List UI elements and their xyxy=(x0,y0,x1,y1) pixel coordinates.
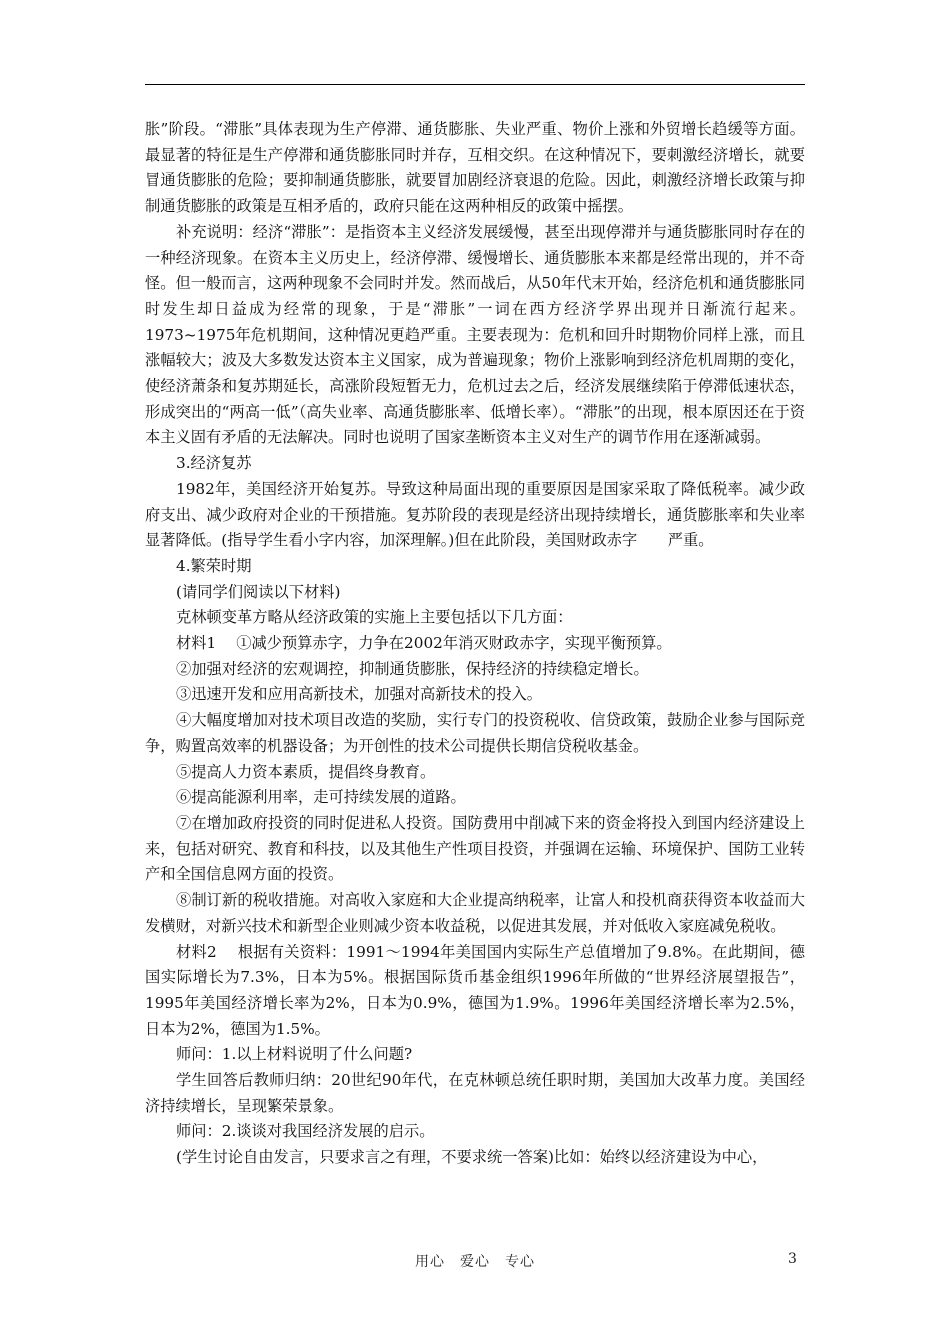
material-item: ②加强对经济的宏观调控，抑制通货膨胀，保持经济的持续稳定增长。 xyxy=(176,659,649,678)
section-heading: 4.繁荣时期 xyxy=(176,556,252,575)
paragraph: 学生回答后教师归纳：20世纪90年代，在克林顿总统任职时期，美国加大改革力度。美国经济持续增长，呈现繁荣景象。 xyxy=(145,1071,805,1115)
question: 师问：2.谈谈对我国经济发展的启示。 xyxy=(176,1122,435,1141)
material-item: ⑧制订新的税收措施。对高收入家庭和大企业提高纳税率，让富人和投机商获得资本收益而大发横财，对新兴技术和新型企业则减少资本收益税，以促进其发展，并对低收入家庭减免税收。 xyxy=(145,891,805,935)
paragraph: (学生讨论自由发言，只要求言之有理，不要求统一答案)比如：始终以经济建设为中心， xyxy=(176,1148,768,1167)
material-item: ⑤提高人力资本素质，提倡终身教育。 xyxy=(176,762,436,781)
paragraph: 补充说明：经济“滞胀”：是指资本主义经济发展缓慢，甚至出现停滞并与通货膨胀同时存在的一种经济现象。在资本主义历史上，经济停滞、缓慢增长、通货膨胀本来都是经常出现的，并不奇怪。但一般而言，这两种现象不会同时并发。然而战后，从50年代末开始，经济危机和通货膨胀同时发生却日益成为经常的现象，于是“滞胀”一词在西方经济学界出现并日渐流行起来。1973~1975年危机期间，这种情况更趋严重。主要表现为：危机和回升时期物价同样上涨，而且涨幅较大；波及大多数发达资本主义国家，成为普遍现象；物价上涨影响到经济危机周期的变化，使经济萧条和复苏期延长，高涨阶段短暂无力，危机过去之后，经济发展继续陷于停滞低速状态，形成突出的“两高一低”（高失业率、高通货膨胀率、低增长率）。“滞胀”的出现，根本原因还在于资本主义固有矛盾的无法解决。同时也说明了国家垄断资本主义对生产的调节作用在逐渐减弱。 xyxy=(145,222,805,447)
material-item: ⑥提高能源利用率，走可持续发展的道路。 xyxy=(176,788,466,807)
paragraph: 胀”阶段。“滞胀”具体表现为生产停滞、通货膨胀、失业严重、物价上涨和外贸增长趋缓等方面。最显著的特征是生产停滞和通货膨胀同时并存，互相交织。在这种情况下，要刺激经济增长，就要冒通货膨胀的危险；要抑制通货膨胀，就要冒加剧经济衰退的危险。因此，刺激经济增长政策与抑制通货膨胀的政策是互相矛盾的，政府只能在这两种相反的政策中摇摆。 xyxy=(145,120,805,216)
page-footer: 用心 爱心 专心 xyxy=(415,1254,535,1270)
paragraph: 材料2 根据有关资料：1991～1994年美国国内实际生产总值增加了9.8%。在此期间，德国实际增长为7.3%，日本为5%。根据国际货币基金组织1996年所做的“世界经济展望报告”，1995年美国经济增长率为2%，日本为0.9%，德国为1.9%。1996年美国经济增长率为2.5%，日本为2%，德国为1.5%。 xyxy=(145,942,805,1038)
material-item: ③迅速开发和应用高新技术，加强对高新技术的投入。 xyxy=(176,685,542,704)
header-rule xyxy=(145,84,805,85)
page-number: 3 xyxy=(788,1251,797,1267)
paragraph: 克林顿变革方略从经济政策的实施上主要包括以下几方面： xyxy=(176,608,573,627)
paragraph: (请同学们阅读以下材料) xyxy=(176,582,341,601)
material-item: ④大幅度增加对技术项目改造的奖励，实行专门的投资税收、信贷政策，鼓励企业参与国际竞争，购置高效率的机器设备；为开创性的技术公司提供长期信贷税收基金。 xyxy=(145,711,805,755)
material-item: ⑦在增加政府投资的同时促进私人投资。国防费用中削减下来的资金将投入到国内经济建设上来，包括对研究、教育和科技，以及其他生产性项目投资，并强调在运输、环境保护、国防工业转产和全国信息网方面的投资。 xyxy=(145,813,805,884)
material-item: 材料1 ①减少预算赤字，力争在2002年消灭财政赤字，实现平衡预算。 xyxy=(176,634,672,653)
section-heading: 3.经济复苏 xyxy=(176,454,252,473)
body-text xyxy=(145,117,805,1171)
question: 师问：1.以上材料说明了什么问题? xyxy=(176,1045,413,1064)
paragraph: 1982年，美国经济开始复苏。导致这种局面出现的重要原因是国家采取了降低税率。减少政府支出、减少政府对企业的干预措施。复苏阶段的表现是经济出现持续增长，通货膨胀率和失业率显著降低。(指导学生看小字内容，加深理解。)但在此阶段，美国财政赤字 严重。 xyxy=(145,479,805,550)
